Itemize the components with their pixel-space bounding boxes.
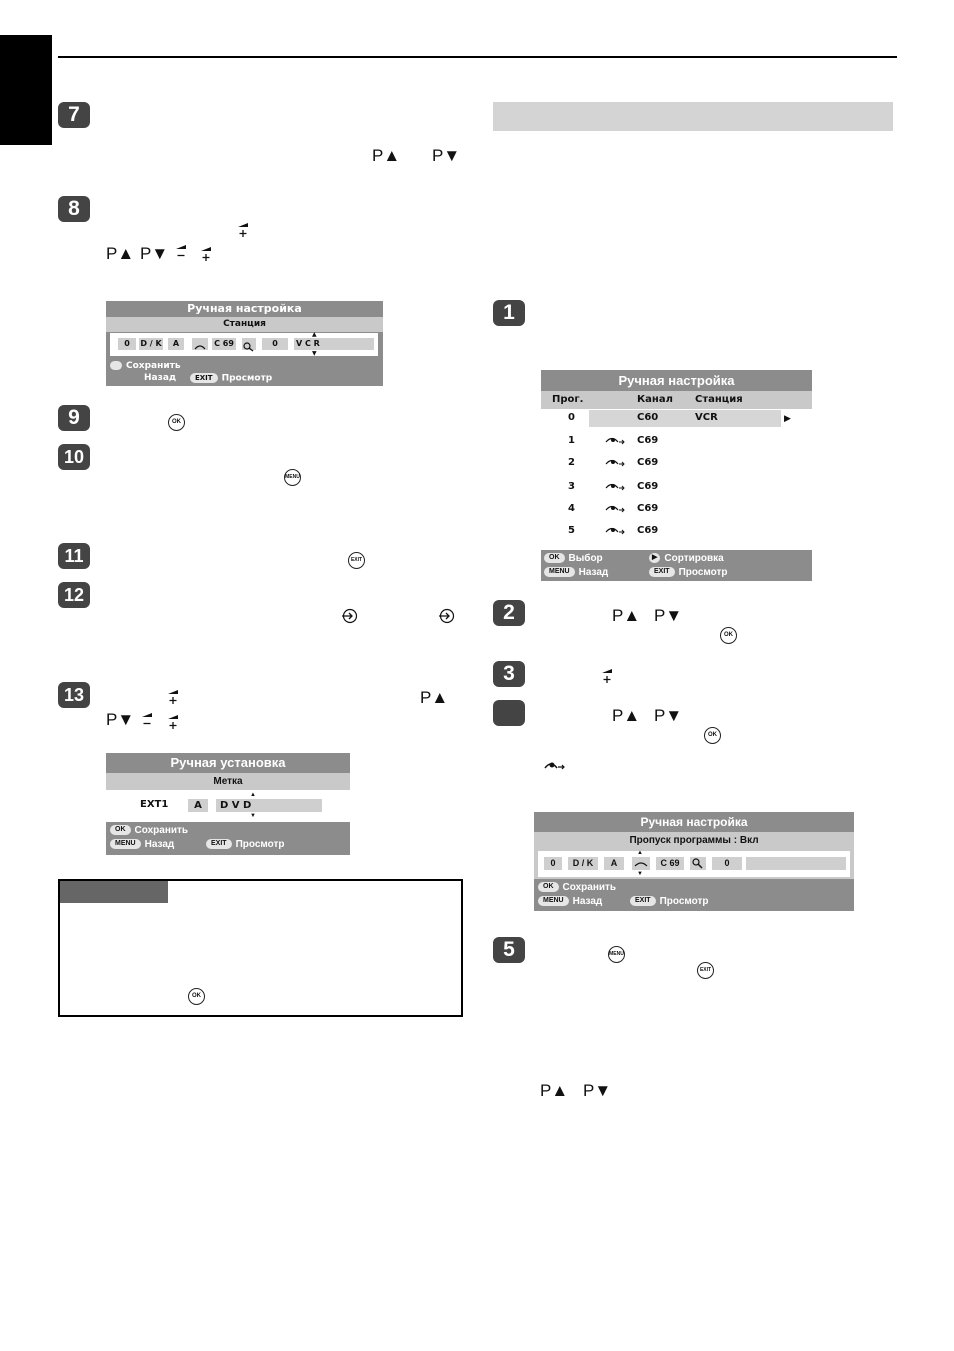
table-row[interactable]: 1 C69 xyxy=(541,435,812,452)
osd-footer-view: EXIT Просмотр xyxy=(649,567,728,578)
volume-up-icon xyxy=(166,689,180,705)
fine-tune-cell: 0 xyxy=(262,338,288,350)
right-button-icon: ▶ xyxy=(649,553,660,563)
skip-icon xyxy=(603,456,627,471)
up-arrow-icon: ▲ xyxy=(637,850,643,856)
osd-footer-back: MENU Назад xyxy=(544,567,608,578)
osd-footer-back: Назад xyxy=(144,373,177,383)
language-tab xyxy=(0,35,52,145)
p-up-key: P▲ xyxy=(612,606,641,625)
search-icon xyxy=(242,338,256,350)
osd-title: Ручная настройка xyxy=(541,370,812,391)
ok-button-icon: OK xyxy=(720,627,737,644)
osd-subtitle: Станция xyxy=(106,317,383,332)
osd-field-row xyxy=(534,849,854,879)
step-badge-1: 1 xyxy=(493,300,525,326)
volume-down-icon xyxy=(140,712,154,728)
up-arrow-icon: ▲ xyxy=(312,331,317,338)
p-down-key: P▼ xyxy=(106,710,135,729)
table-row[interactable]: 3 C69 xyxy=(541,481,812,498)
step-badge-3: 3 xyxy=(493,661,525,687)
exit-button-icon: EXIT xyxy=(190,373,218,383)
p-down-key: P▼ xyxy=(654,706,683,725)
step-badge-8: 8 xyxy=(58,196,90,222)
p-down-key: P▼ xyxy=(140,244,169,263)
osd-footer-save: OK Сохранить xyxy=(110,825,188,836)
osd-footer-back: MENU Назад xyxy=(538,896,602,907)
osd-footer xyxy=(541,550,812,581)
exit-button-icon: EXIT xyxy=(649,567,675,577)
header-prog: Прог. xyxy=(552,394,584,405)
channel-cell: C 69 xyxy=(656,857,684,870)
skip-icon xyxy=(603,480,627,495)
osd-title: Ручная установка xyxy=(106,753,350,773)
menu-button-icon: MENU xyxy=(538,896,569,906)
p-down-key: P▼ xyxy=(583,1081,612,1100)
program-cell: 0 xyxy=(118,338,136,350)
p-up-key: P▲ xyxy=(106,244,135,263)
skip-icon xyxy=(603,502,627,517)
label-name-cell: D V D xyxy=(216,799,322,812)
fine-tune-cell: 0 xyxy=(712,857,742,870)
volume-up-icon xyxy=(166,714,180,730)
header-channel: Канал xyxy=(637,394,673,405)
ok-button-icon: OK xyxy=(544,553,565,563)
exit-button-icon: EXIT xyxy=(697,962,714,979)
step-badge-10: 10 xyxy=(58,444,90,470)
skip-icon xyxy=(603,524,627,539)
green-button-icon xyxy=(110,361,122,370)
p-up-key: P▲ xyxy=(420,688,449,707)
volume-up-icon xyxy=(600,668,614,684)
ok-button-icon: OK xyxy=(188,988,205,1005)
volume-up-icon xyxy=(236,222,250,238)
step-badge-12: 12 xyxy=(58,582,90,608)
osd-field-row xyxy=(110,333,378,356)
osd-manual-tuning-skip xyxy=(534,812,854,911)
osd-program-table xyxy=(541,370,812,581)
up-arrow-icon: ▲ xyxy=(250,792,256,798)
table-row[interactable]: 5 C69 xyxy=(541,525,812,542)
table-row[interactable]: 4 C69 xyxy=(541,503,812,520)
menu-button-icon: MENU xyxy=(608,946,625,963)
volume-down-icon xyxy=(174,244,188,260)
station-name-cell: V C R xyxy=(294,338,374,350)
menu-button-icon: MENU xyxy=(544,567,575,577)
ok-button-icon: OK xyxy=(110,825,131,835)
menu-button-icon: MENU xyxy=(284,469,301,486)
search-icon xyxy=(690,857,706,870)
skip-icon xyxy=(632,857,650,870)
p-up-key: P▲ xyxy=(372,146,401,165)
table-row[interactable]: 2 C69 xyxy=(541,457,812,474)
down-arrow-icon: ▼ xyxy=(312,350,317,357)
station-name-cell xyxy=(746,857,846,870)
p-down-key: P▼ xyxy=(654,606,683,625)
osd-footer-save: Сохранить xyxy=(110,361,181,371)
osd-title: Ручная настройка xyxy=(106,301,383,317)
source-label: EXT1 xyxy=(140,799,169,810)
osd-subtitle: Пропуск программы : Вкл xyxy=(534,832,854,849)
osd-footer-view: EXIT Просмотр xyxy=(190,373,272,384)
skip-icon xyxy=(542,758,566,777)
input-source-icon xyxy=(438,607,456,630)
step-badge-4 xyxy=(493,700,525,726)
colour-cell: A xyxy=(188,799,208,812)
exit-button-icon: EXIT xyxy=(206,839,232,849)
osd-footer-view: EXIT Просмотр xyxy=(206,839,285,850)
step-badge-2: 2 xyxy=(493,600,525,626)
right-arrow-icon: ▶ xyxy=(784,413,791,423)
header-station: Станция xyxy=(695,394,743,405)
header-rule xyxy=(58,56,897,58)
osd-manual-setup-label xyxy=(106,753,350,855)
colour-cell: A xyxy=(604,857,624,870)
step-badge-5: 5 xyxy=(493,937,525,963)
down-arrow-icon: ▼ xyxy=(637,871,643,877)
input-source-icon xyxy=(341,607,359,630)
note-header xyxy=(60,881,168,903)
system-cell: D / K xyxy=(140,339,162,348)
osd-subtitle: Метка xyxy=(106,773,350,790)
osd-title: Ручная настройка xyxy=(534,812,854,832)
program-cell: 0 xyxy=(544,857,562,870)
system-cell: D / K xyxy=(568,857,598,870)
osd-manual-tuning-station xyxy=(106,301,383,386)
osd-footer-back: MENU Назад xyxy=(110,839,174,850)
skip-icon xyxy=(603,434,627,449)
step-badge-11: 11 xyxy=(58,543,90,569)
p-down-key: P▼ xyxy=(432,146,461,165)
note-box xyxy=(58,879,463,1017)
exit-button-icon: EXIT xyxy=(630,896,656,906)
osd-footer-select: OK Выбор xyxy=(544,553,603,564)
step-badge-13: 13 xyxy=(58,682,90,708)
volume-up-icon xyxy=(199,246,213,262)
ok-button-icon: OK xyxy=(168,414,185,431)
table-header-row xyxy=(541,391,812,409)
exit-button-icon: EXIT xyxy=(348,552,365,569)
table-row[interactable]: 0 C60 VCR xyxy=(568,412,718,423)
osd-footer-view: EXIT Просмотр xyxy=(630,896,709,907)
osd-footer-sort: ▶ Сортировка xyxy=(649,553,724,564)
down-arrow-icon: ▼ xyxy=(250,813,256,819)
ok-button-icon: OK xyxy=(538,882,559,892)
step-badge-7: 7 xyxy=(58,102,90,128)
section-heading-bar xyxy=(493,102,893,131)
menu-button-icon: MENU xyxy=(110,839,141,849)
osd-footer xyxy=(534,879,854,911)
colour-cell: A xyxy=(168,338,184,350)
step-badge-9: 9 xyxy=(58,405,90,431)
osd-footer-save: OK Сохранить xyxy=(538,882,616,893)
channel-cell: C 69 xyxy=(212,338,236,350)
ok-button-icon: OK xyxy=(704,727,721,744)
p-up-key: P▲ xyxy=(540,1081,569,1100)
skip-icon xyxy=(192,338,208,350)
p-up-key: P▲ xyxy=(612,706,641,725)
osd-footer xyxy=(106,822,350,855)
